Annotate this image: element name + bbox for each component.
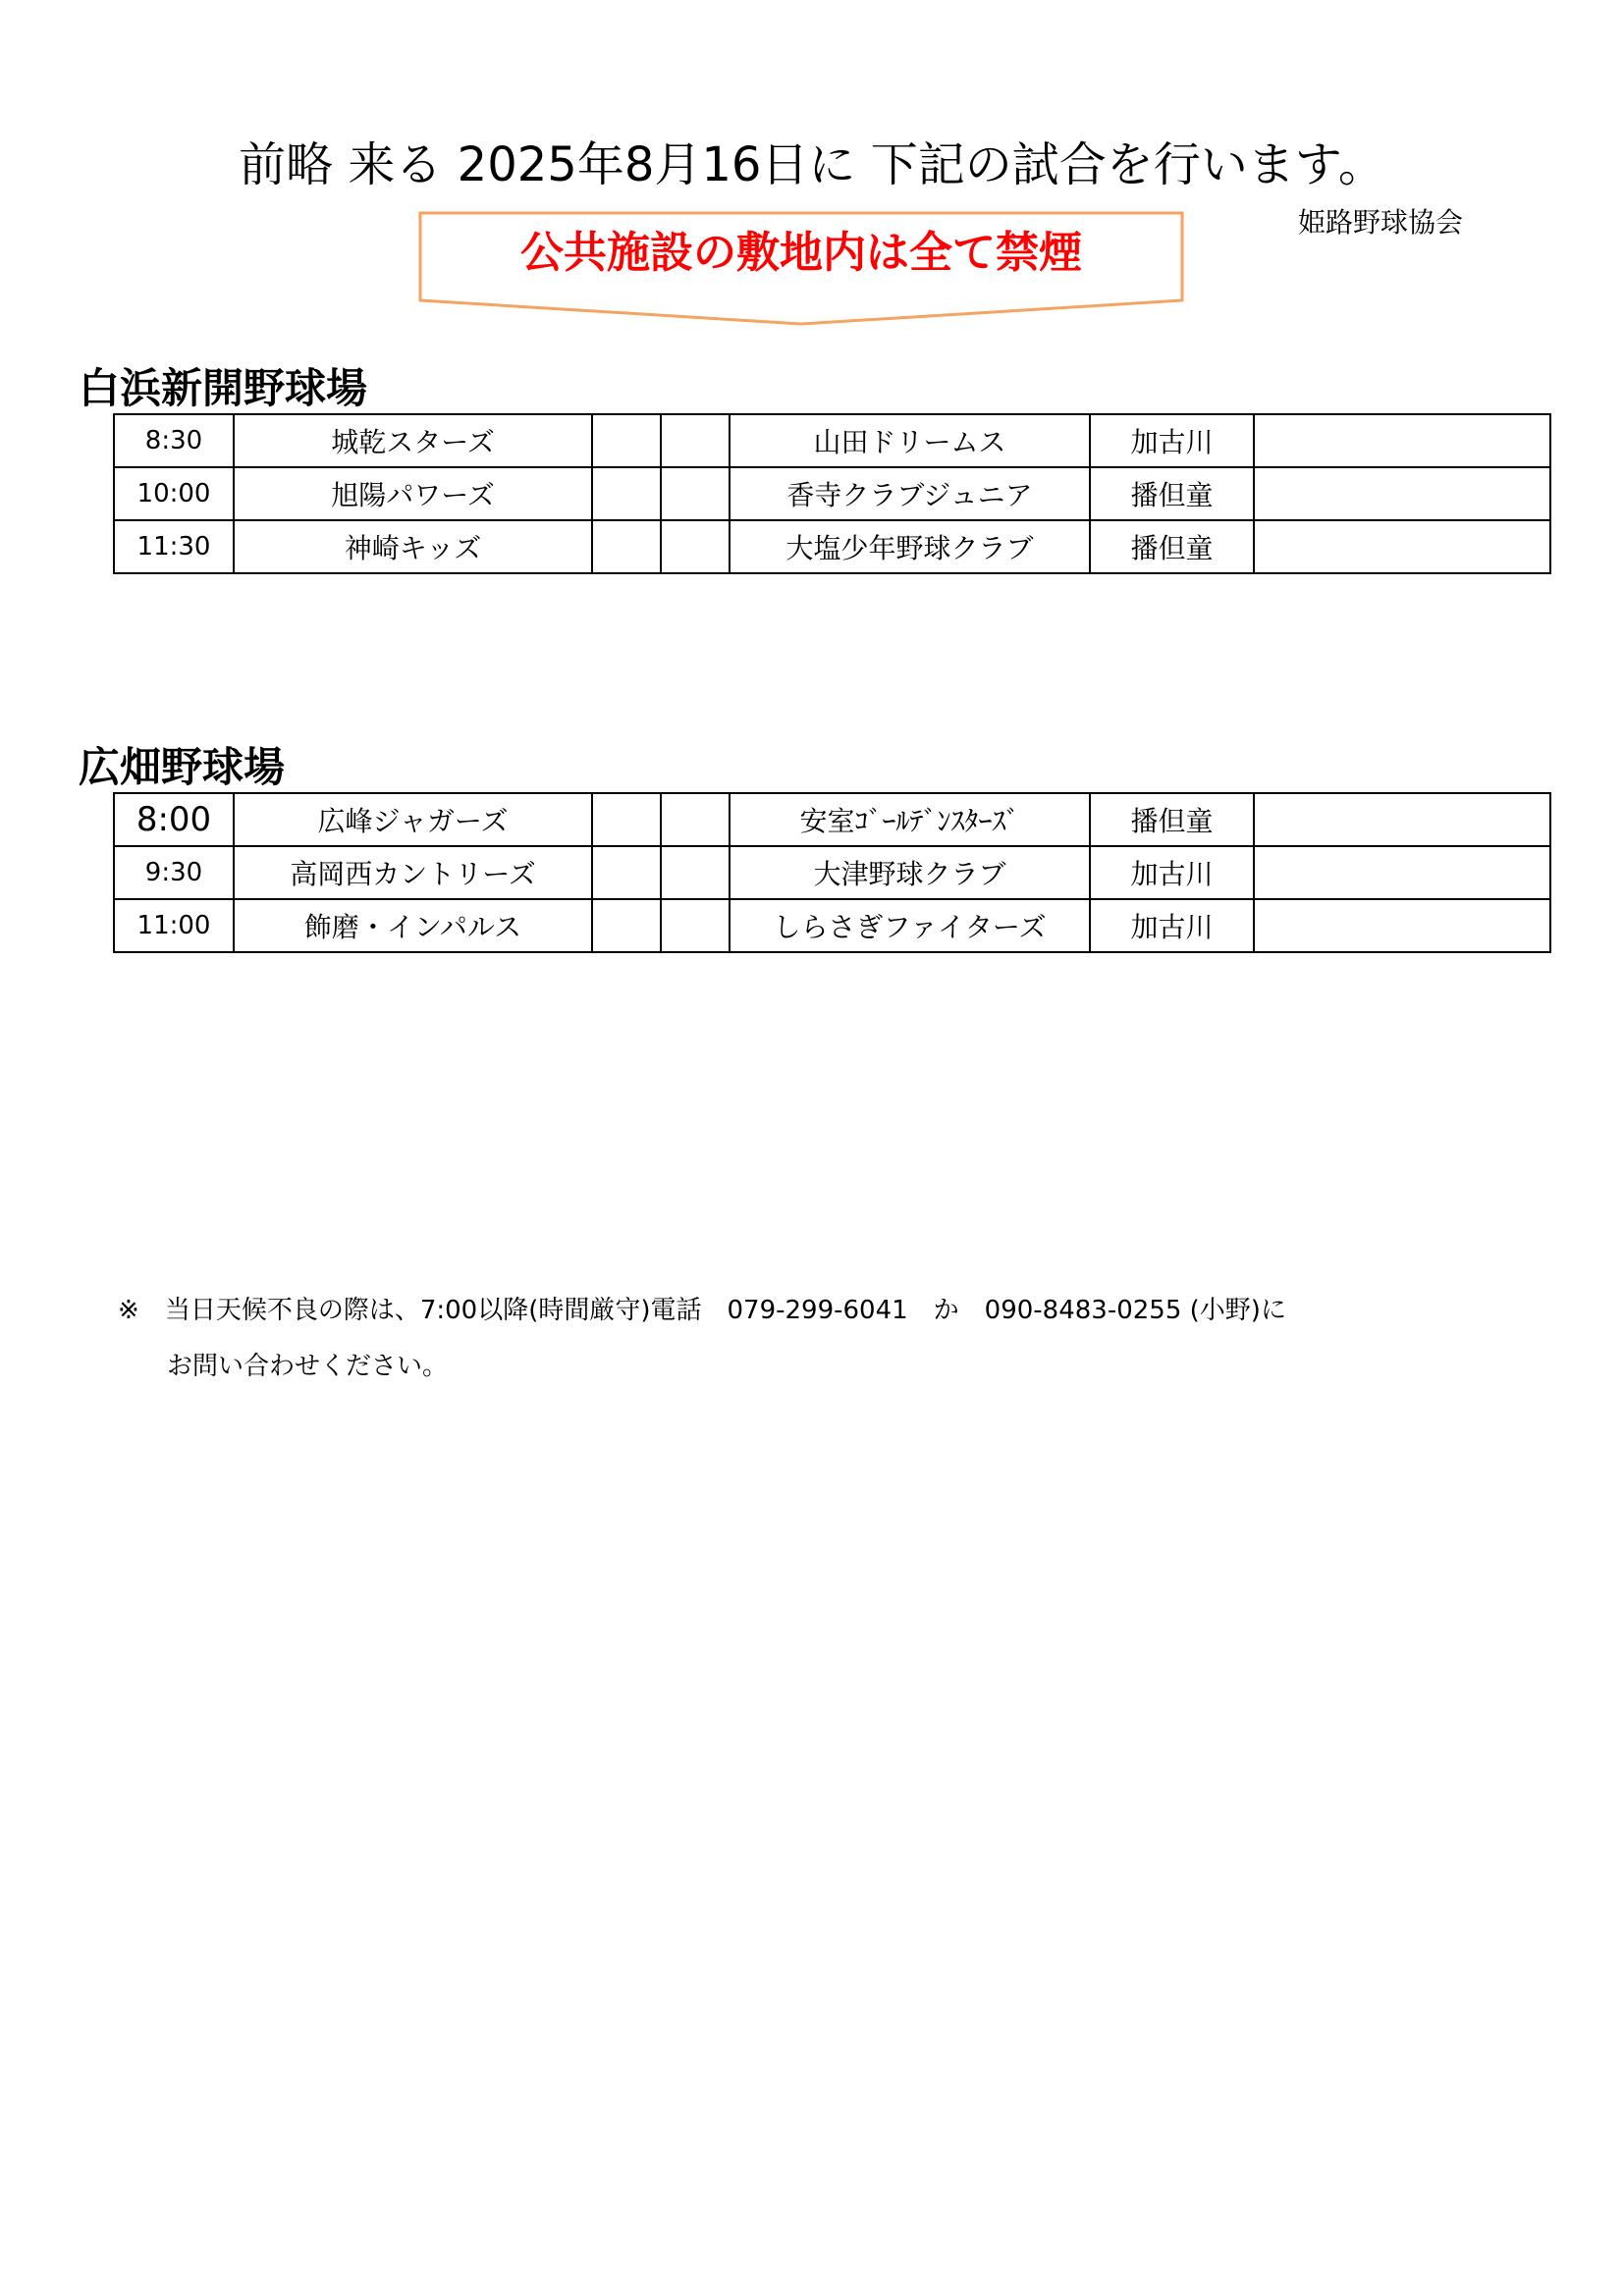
venue-title: 広畑野球場 — [79, 743, 286, 791]
away-score-cell — [661, 899, 730, 952]
umpire-team: 加古川 — [1090, 899, 1254, 952]
organization-name: 姫路野球協会 — [1298, 206, 1464, 239]
home-team: 高岡西カントリーズ — [234, 846, 592, 899]
weather-note — [118, 1294, 1286, 1327]
match-time: 9:30 — [114, 846, 234, 899]
no-smoking-banner — [417, 210, 1185, 328]
remarks-cell — [1254, 846, 1550, 899]
note-line-2: お問い合わせください。 — [167, 1352, 449, 1381]
match-time: 11:00 — [114, 899, 234, 952]
table-row — [114, 899, 1550, 952]
umpire-team: 播但童 — [1090, 467, 1254, 520]
table-row — [114, 467, 1550, 520]
table-row — [114, 793, 1550, 846]
away-team: 大津野球クラブ — [730, 846, 1090, 899]
schedule-table — [113, 413, 1551, 574]
table-row — [114, 846, 1550, 899]
home-score-cell — [592, 414, 661, 467]
match-time: 10:00 — [114, 467, 234, 520]
note-line-1: 当日天候不良の際は、7:00以降(時間厳守)電話 079-299-6041 か 090-8483-0255 (小野)に — [164, 1296, 1286, 1325]
table-row — [114, 414, 1550, 467]
home-score-cell — [592, 846, 661, 899]
remarks-cell — [1254, 793, 1550, 846]
home-team: 神崎キッズ — [234, 520, 592, 573]
home-score-cell — [592, 520, 661, 573]
match-time: 11:30 — [114, 520, 234, 573]
schedule-table — [113, 792, 1551, 953]
remarks-cell — [1254, 467, 1550, 520]
note-mark: ※ — [118, 1296, 139, 1325]
announcement-title: 前略 来る 2025年8月16日に 下記の試合を行います。 — [239, 137, 1385, 192]
umpire-team: 加古川 — [1090, 414, 1254, 467]
away-team: しらさぎファイターズ — [730, 899, 1090, 952]
home-team: 広峰ジャガーズ — [234, 793, 592, 846]
match-time: 8:00 — [114, 793, 234, 846]
home-team: 旭陽パワーズ — [234, 467, 592, 520]
remarks-cell — [1254, 414, 1550, 467]
away-score-cell — [661, 414, 730, 467]
away-team: 山田ドリームス — [730, 414, 1090, 467]
home-team: 飾磨・インパルス — [234, 899, 592, 952]
umpire-team: 播但童 — [1090, 520, 1254, 573]
away-score-cell — [661, 793, 730, 846]
home-score-cell — [592, 467, 661, 520]
away-score-cell — [661, 467, 730, 520]
umpire-team: 播但童 — [1090, 793, 1254, 846]
home-score-cell — [592, 793, 661, 846]
match-time: 8:30 — [114, 414, 234, 467]
away-team: 香寺クラブジュニア — [730, 467, 1090, 520]
remarks-cell — [1254, 520, 1550, 573]
away-team: 安室ｺﾞｰﾙﾃﾞﾝｽﾀｰｽﾞ — [730, 793, 1090, 846]
venue-title: 白浜新開野球場 — [79, 364, 368, 412]
away-score-cell — [661, 520, 730, 573]
table-row — [114, 520, 1550, 573]
home-score-cell — [592, 899, 661, 952]
remarks-cell — [1254, 899, 1550, 952]
banner-text: 公共施設の敷地内は全て禁煙 — [520, 228, 1082, 278]
away-score-cell — [661, 846, 730, 899]
home-team: 城乾スターズ — [234, 414, 592, 467]
umpire-team: 加古川 — [1090, 846, 1254, 899]
away-team: 大塩少年野球クラブ — [730, 520, 1090, 573]
